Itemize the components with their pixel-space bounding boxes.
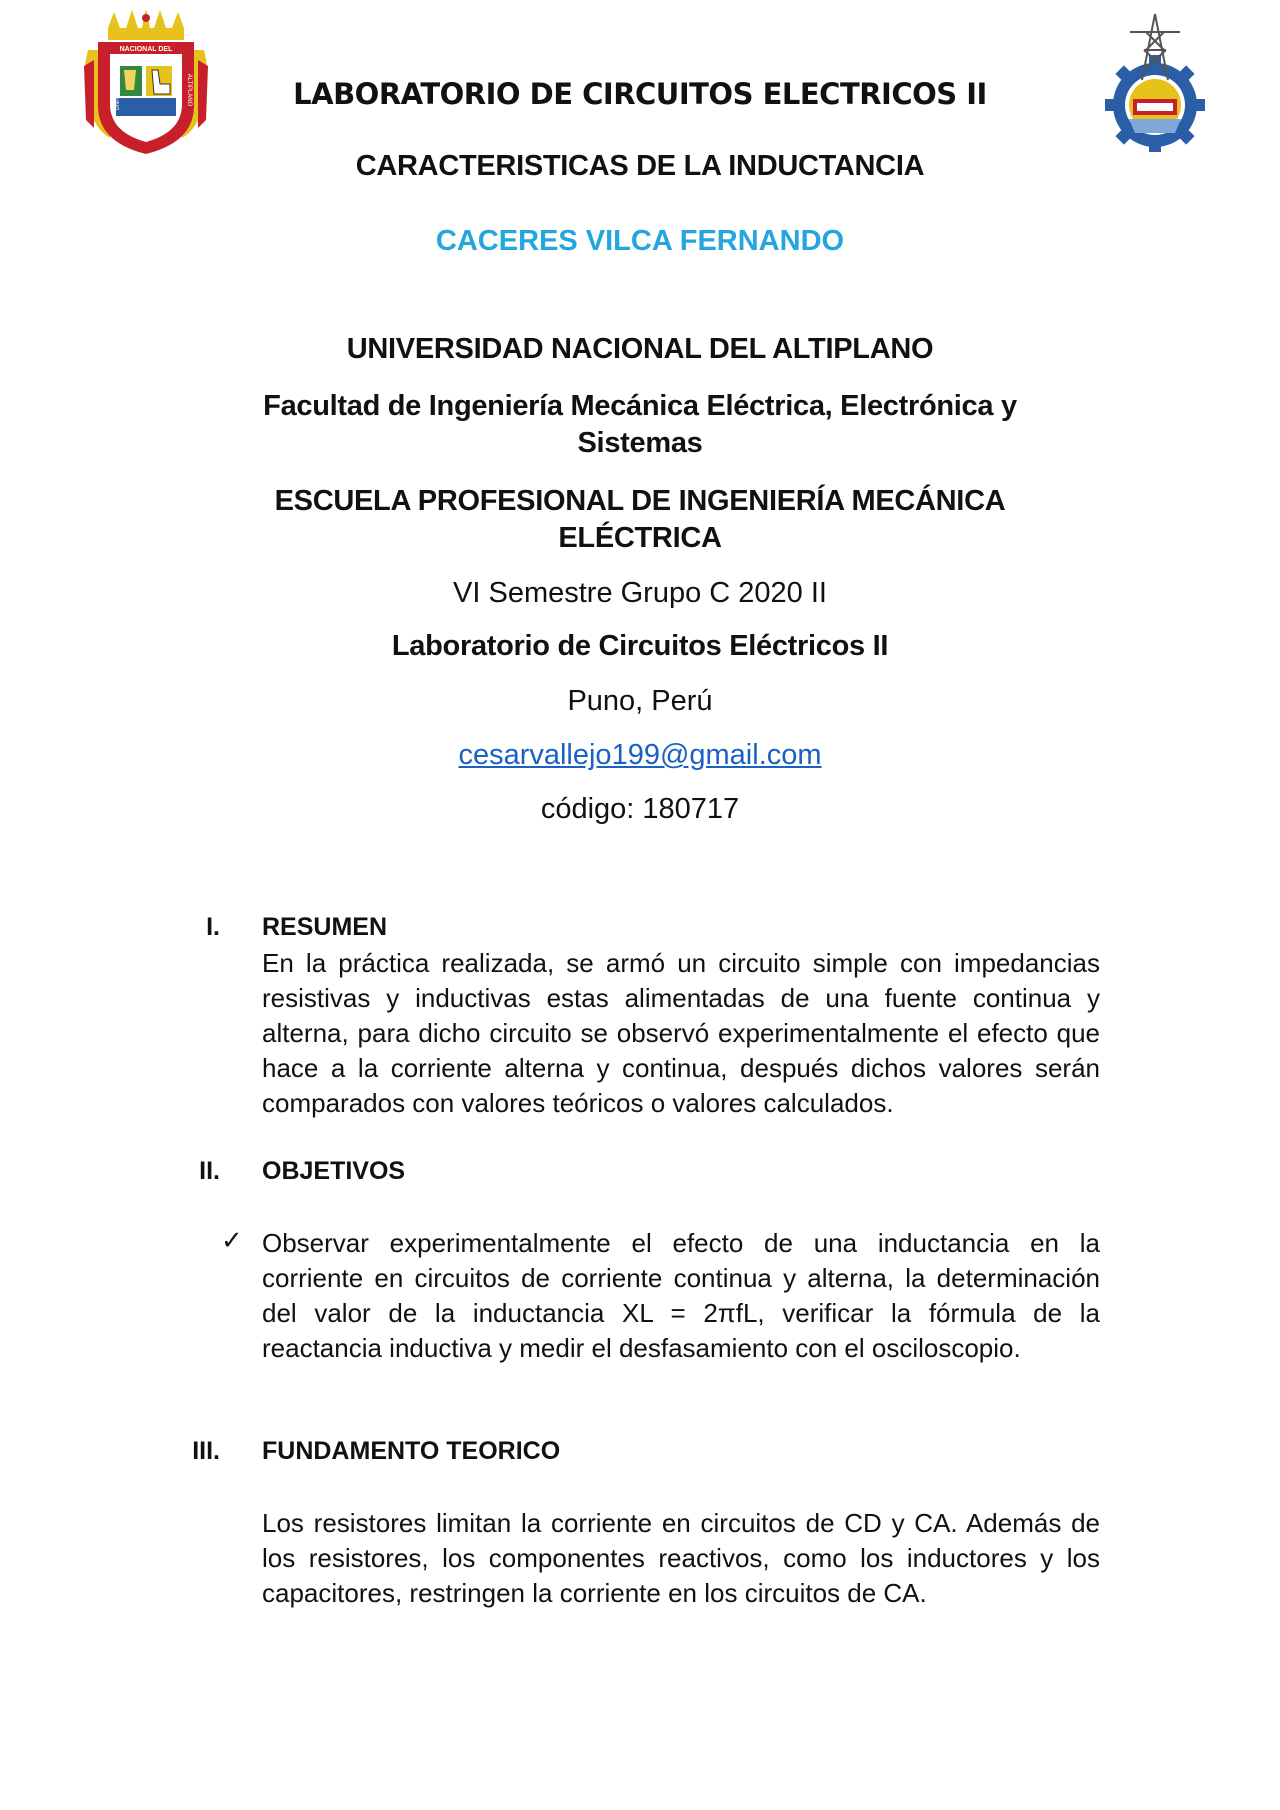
semester-info: VI Semestre Grupo C 2020 II [453,577,827,609]
section-heading-objetivos: OBJETIVOS [262,1157,406,1185]
university-seal-icon [80,10,212,158]
section-number-resumen: I. [206,913,220,941]
lab-title: LABORATORIO DE CIRCUITOS ELECTRICOS II [293,77,987,111]
faculty-name: Facultad de Ingeniería Mecánica Eléctrica, Electrónica y Sistemas [263,390,1017,459]
section-number-objetivos: II. [199,1157,220,1185]
student-name: CACERES VILCA FERNANDO [435,225,845,257]
section-number-fundamento: III. [192,1437,220,1465]
objetivos-bullet: Observar experimentalmente el efecto de una inductancia en la corriente en circuitos de corriente continua y alterna, la determinación del valor de la inductancia XL = 2πfL, verificar la fórmula de la reactancia inductiva y medir el desfasamiento con el osciloscopio. [262,1228,1100,1363]
topic-title: CARACTERISTICAS DE LA INDUCTANCIA [355,150,925,182]
section-heading-fundamento: FUNDAMENTO TEORICO [262,1437,561,1465]
svg-text:ALTIPLANO: ALTIPLANO [186,73,192,107]
checkmark-icon: ✓ [221,1226,243,1256]
svg-text:UNIVERSIDAD: UNIVERSIDAD [115,69,121,111]
fundamento-paragraph: Los resistores limitan la corriente en circuitos de CD y CA. Además de los resistores, los componentes reactivos, como los inductores y los capacitores, restringen la corriente en los circuitos de CA. [262,1508,1100,1608]
engineering-school-logo-icon [1102,10,1208,152]
email-link[interactable]: cesarvallejo199@gmail.com [458,739,822,771]
university-name: UNIVERSIDAD NACIONAL DEL ALTIPLANO [346,333,934,365]
svg-text:NACIONAL DEL: NACIONAL DEL [119,46,173,53]
svg-text:PUNO: PUNO [135,129,157,136]
city-location: Puno, Perú [567,685,713,717]
school-name: ESCUELA PROFESIONAL DE INGENIERÍA MECÁNICA ELÉCTRICA [274,485,1006,554]
section-heading-resumen: RESUMEN [262,913,388,941]
course-name: Laboratorio de Circuitos Eléctricos II [391,630,889,662]
student-code: código: 180717 [540,793,740,825]
resumen-paragraph: En la práctica realizada, se armó un circuito simple con impedancias resistivas y inductivas estas alimentadas de una fuente continua y alterna, para dicho circuito se observó experimentalmente el efecto que hace a la corriente alterna y continua, después dichos valores serán comparados con valores teóricos o valores calculados. [262,948,1100,1118]
